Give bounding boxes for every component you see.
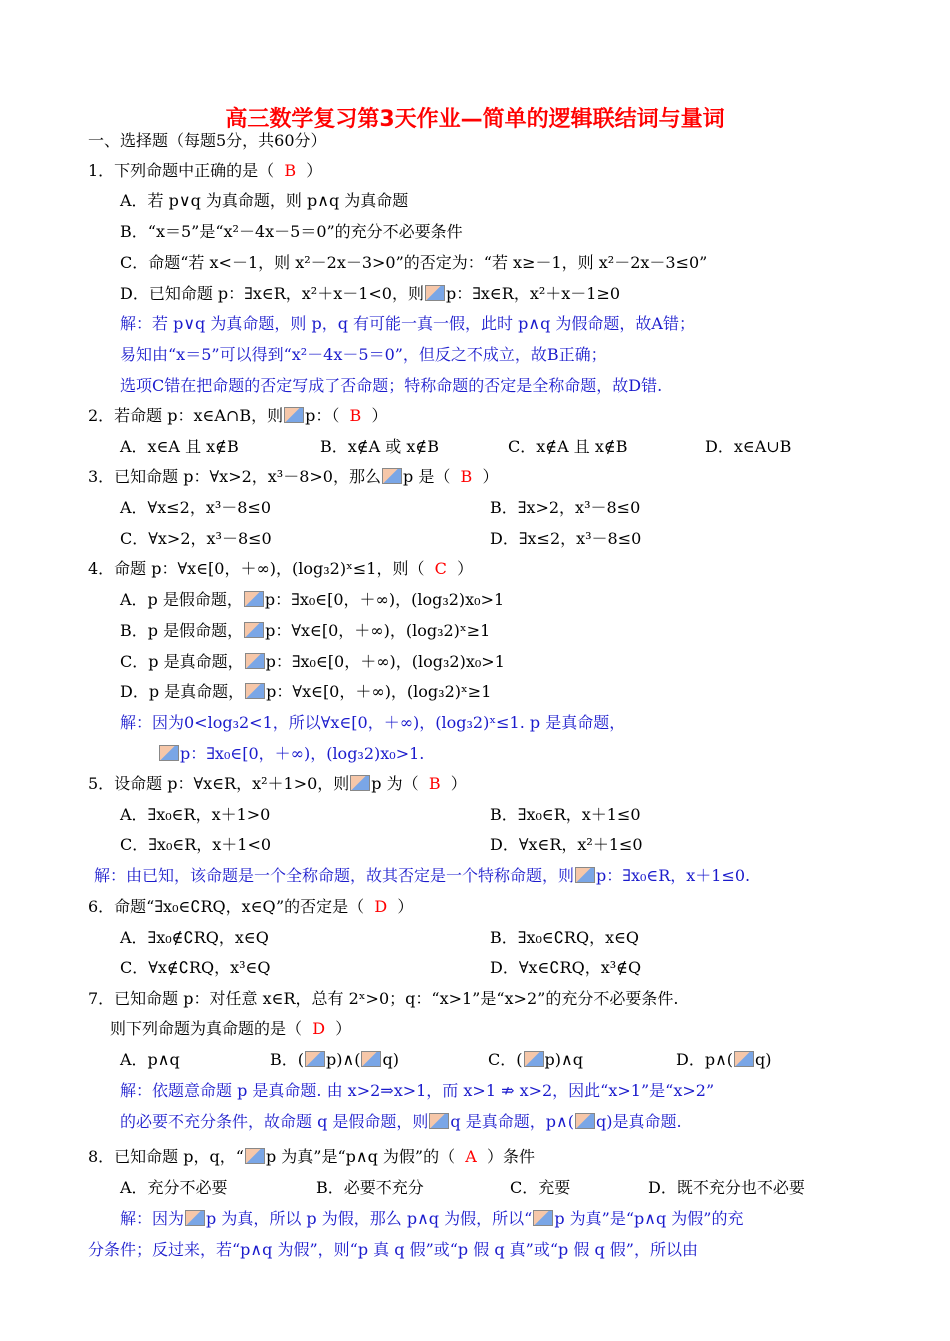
q1-solution-2: 易知由“x＝5”可以得到“x²－4x－5＝0”，但反之不成立，故B正确； <box>120 345 607 364</box>
q5-solution <box>94 865 750 887</box>
q5-solution-text2: p：∃x₀∈R，x＋1≤0. <box>596 866 751 885</box>
q6-option-d: D．∀x∈∁RQ，x³∉Q <box>490 958 642 977</box>
negation-icon <box>245 653 265 669</box>
q1-stem-end: ） <box>306 161 323 180</box>
q2-stem-end: ） <box>371 406 388 425</box>
q8-solution-1-text: 解：因为 <box>120 1209 185 1228</box>
q3-answer: B <box>460 467 473 486</box>
q8-solution-1-text2: p 为真，所以 p 为假，那么 p∧q 为假，所以“ <box>206 1209 533 1228</box>
q6-option-b: B．∃x₀∈∁RQ，x∈Q <box>490 928 640 947</box>
q5-option-b: B．∃x₀∈R，x＋1≤0 <box>490 805 641 824</box>
q1-option-d-text: D．已知命题 p：∃x∈R，x²＋x－1<0，则 <box>120 284 424 303</box>
negation-icon <box>185 1210 205 1226</box>
q1-option-a: A．若 p∨q 为真命题，则 p∧q 为真命题 <box>120 191 409 210</box>
q8-option-c: C．充要 <box>510 1178 571 1197</box>
q1-solution-1: 解：若 p∨q 为真命题，则 p，q 有可能一真一假，此时 p∧q 为假命题，故A错； <box>120 314 695 333</box>
q1-stem: 1．下列命题中正确的是（ <box>88 161 275 180</box>
negation-icon <box>734 1051 754 1067</box>
q7-solution-2-text2: q 是真命题，p∧( <box>450 1112 574 1131</box>
q8-solution-2: 分条件；反过来，若“p∧q 为假”，则“p 真 q 假”或“p 假 q 真”或“p 假 q 假”，所以由 <box>88 1240 698 1259</box>
question-4 <box>88 558 473 580</box>
q4-stem: 4．命题 p：∀x∈[0，＋∞)，(log₃2)ˣ≤1，则（ <box>88 559 425 578</box>
negation-icon <box>350 775 370 791</box>
q8-option-a: A．充分不必要 <box>120 1178 228 1197</box>
q7-option-c <box>488 1049 583 1071</box>
q5-stem2: p 为（ <box>371 774 419 793</box>
q7-option-d-text2: q) <box>755 1050 772 1069</box>
q6-stem-end: ） <box>397 897 414 916</box>
q8-solution-1 <box>120 1208 743 1230</box>
page-title: 高三数学复习第3天作业—简单的逻辑联结词与量词 <box>225 107 725 132</box>
question-8 <box>88 1146 535 1168</box>
question-5 <box>88 773 467 795</box>
q5-solution-text: 解：由已知，该命题是一个全称命题，故其否定是一个特称命题，则 <box>94 866 575 885</box>
q7-option-d <box>676 1049 772 1071</box>
negation-icon <box>575 867 595 883</box>
q5-option-d: D．∀x∈R，x²＋1≤0 <box>490 835 643 854</box>
negation-icon <box>429 1113 449 1129</box>
question-3 <box>88 466 498 488</box>
q5-option-c: C．∃x₀∈R，x＋1<0 <box>120 835 272 854</box>
q8-option-b: B．必要不充分 <box>316 1178 424 1197</box>
q8-stem-end: ）条件 <box>487 1147 536 1166</box>
negation-icon <box>245 683 265 699</box>
q4-option-a <box>120 589 504 611</box>
q7-solution-1: 解：依题意命题 p 是真命题. 由 x>2⇒x>1，而 x>1 ⇏ x>2，因此“x>1”是“x>2” <box>120 1081 715 1100</box>
negation-icon <box>159 745 179 761</box>
negation-icon <box>305 1051 325 1067</box>
q1-answer: B <box>284 161 297 180</box>
q5-stem: 5．设命题 p：∀x∈R，x²＋1>0，则 <box>88 774 350 793</box>
q2-option-a: A．x∈A 且 x∉B <box>120 437 239 456</box>
q4-option-d-text2: p：∀x∈[0，＋∞)，(log₃2)ˣ≥1 <box>266 682 492 701</box>
section-heading: 一、选择题（每题5分，共60分） <box>88 131 327 150</box>
q8-option-d: D．既不充分也不必要 <box>648 1178 805 1197</box>
q7-solution-2-text3: q)是真命题. <box>595 1112 682 1131</box>
q2-option-d: D．x∈A∪B <box>705 437 792 456</box>
q5-option-a: A．∃x₀∈R，x＋1>0 <box>120 805 271 824</box>
q4-option-b-text2: p：∀x∈[0，＋∞)，(log₃2)ˣ≥1 <box>265 621 491 640</box>
q4-option-c-text2: p：∃x₀∈[0，＋∞)，(log₃2)x₀>1 <box>265 652 505 671</box>
q7-stem2: 则下列命题为真命题的是（ <box>110 1019 303 1038</box>
q4-option-d-text: D．p 是真命题， <box>120 682 245 701</box>
q4-option-b <box>120 620 490 642</box>
q4-solution-2-text: p：∃x₀∈[0，＋∞)，(log₃2)x₀>1. <box>180 744 425 763</box>
q3-stem: 3．已知命题 p：∀x>2，x³－8>0，那么 <box>88 467 381 486</box>
q4-solution-1: 解：因为0<log₃2<1，所以∀x∈[0，＋∞)，(log₃2)ˣ≤1. p 是真命题， <box>120 713 626 732</box>
negation-icon <box>524 1051 544 1067</box>
q7-option-c-text: C．( <box>488 1050 523 1069</box>
q6-option-a: A．∃x₀∉∁RQ，x∈Q <box>120 928 269 947</box>
q7-option-c-text2: p)∧q <box>544 1050 583 1069</box>
negation-icon <box>382 468 402 484</box>
question-6 <box>88 896 413 918</box>
q1-option-d <box>120 283 620 305</box>
q2-option-c: C．x∉A 且 x∉B <box>508 437 628 456</box>
q1-option-c: C．命题“若 x<－1，则 x²－2x－3>0”的否定为：“若 x≥－1，则 x²－2x－3≤0” <box>120 253 708 272</box>
q4-option-a-text: A．p 是假命题， <box>120 590 243 609</box>
negation-icon <box>575 1113 595 1129</box>
negation-icon <box>284 407 304 423</box>
q1-option-d-text2: p：∃x∈R，x²＋x－1≥0 <box>445 284 621 303</box>
q8-answer: A <box>465 1147 477 1166</box>
q6-option-c: C．∀x∉∁RQ，x³∈Q <box>120 958 271 977</box>
q3-stem2: p 是（ <box>402 467 451 486</box>
q1-option-b: B．“x＝5”是“x²－4x－5＝0”的充分不必要条件 <box>120 222 463 241</box>
q5-stem-end: ） <box>450 774 467 793</box>
q6-stem: 6．命题“∃x₀∈∁RQ，x∈Q”的否定是（ <box>88 897 365 916</box>
q1-solution-3: 选项C错在把命题的否定写成了否命题；特称命题的否定是全称命题，故D错. <box>120 376 663 395</box>
negation-icon <box>533 1210 553 1226</box>
negation-icon <box>244 591 264 607</box>
q3-option-a: A．∀x≤2，x³－8≤0 <box>120 498 272 517</box>
q4-option-b-text: B．p 是假命题， <box>120 621 244 640</box>
question-7-line2 <box>110 1018 351 1040</box>
q7-solution-2-text: 的必要不充分条件，故命题 q 是假命题，则 <box>120 1112 429 1131</box>
q6-answer: D <box>374 897 388 916</box>
q3-stem-end: ） <box>482 467 499 486</box>
q4-stem-end: ） <box>457 559 474 578</box>
q7-option-b <box>270 1049 399 1071</box>
negation-icon <box>244 622 264 638</box>
q7-solution-2 <box>120 1111 682 1133</box>
q5-answer: B <box>428 774 441 793</box>
q2-stem2: p：（ <box>305 406 340 425</box>
q4-option-a-text2: p：∃x₀∈[0，＋∞)，(log₃2)x₀>1 <box>264 590 505 609</box>
q4-solution-2 <box>158 743 424 765</box>
q4-option-c <box>120 651 505 673</box>
q7-option-b-text: B．( <box>270 1050 305 1069</box>
q7-stem-end: ） <box>335 1019 352 1038</box>
q7-option-a: A．p∧q <box>120 1050 180 1069</box>
negation-icon <box>361 1051 381 1067</box>
q7-option-d-text: D．p∧( <box>676 1050 734 1069</box>
question-1 <box>88 160 322 182</box>
negation-icon <box>425 285 445 301</box>
q7-answer: D <box>312 1019 326 1038</box>
q7-option-b-text2: p)∧( <box>326 1050 361 1069</box>
question-2 <box>88 405 387 427</box>
q8-stem2: p 为真”是“p∧q 为假”的（ <box>265 1147 456 1166</box>
q3-option-b: B．∃x>2，x³－8≤0 <box>490 498 641 517</box>
q4-option-d <box>120 681 491 703</box>
q4-option-c-text: C．p 是真命题， <box>120 652 244 671</box>
q2-answer: B <box>349 406 362 425</box>
question-7: 7．已知命题 p：对任意 x∈R，总有 2ˣ>0；q：“x>1”是“x>2”的充分不必要条件. <box>88 989 679 1008</box>
q3-option-d: D．∃x≤2，x³－8≤0 <box>490 529 642 548</box>
q2-option-b: B．x∉A 或 x∉B <box>320 437 439 456</box>
q4-answer: C <box>434 559 447 578</box>
q2-stem: 2．若命题 p：x∈A∩B，则 <box>88 406 284 425</box>
negation-icon <box>245 1148 265 1164</box>
q3-option-c: C．∀x>2，x³－8≤0 <box>120 529 272 548</box>
q7-option-b-text3: q) <box>382 1050 399 1069</box>
q8-solution-1-text3: p 为真”是“p∧q 为假”的充 <box>554 1209 744 1228</box>
q8-stem: 8．已知命题 p，q，“ <box>88 1147 244 1166</box>
